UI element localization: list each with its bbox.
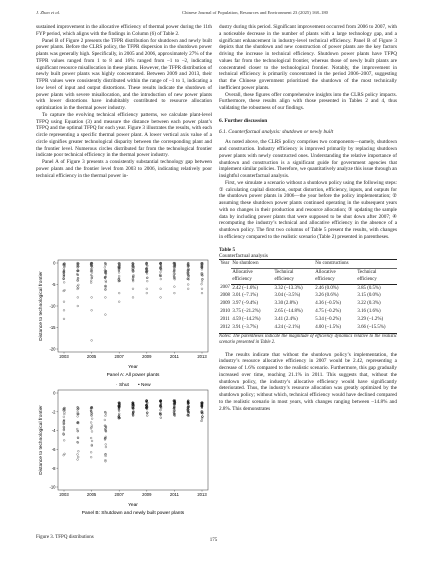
new-plant-point [201, 418, 203, 420]
plant-point [160, 278, 162, 280]
panel-b-ylabel: Distance to technological frontier [39, 405, 44, 475]
outlier-point [201, 288, 203, 290]
panel-a-caption: Panel A: All power plants [106, 373, 160, 378]
table-row [219, 284, 397, 292]
outlier-point [160, 297, 162, 299]
table-cell: 3.97 (–9.4%) [232, 301, 259, 307]
table-cell: 3.22 (0.3%) [357, 301, 381, 307]
outlier-point [91, 297, 93, 299]
table-cell-year: 2011 [220, 317, 230, 323]
shut-plant-point [90, 437, 92, 439]
table-cell: 2.46 (0.0%) [315, 285, 339, 291]
legend-new [138, 382, 151, 388]
shut-plant-point [90, 422, 92, 424]
x-tick-label: 2005 [86, 354, 97, 359]
shut-plant-point [91, 425, 93, 427]
x-tick-label: 2013 [197, 492, 207, 497]
table-cell: 3.32 (–13.3%) [274, 285, 303, 291]
table-cell: 3.01 (–7.1%) [232, 293, 259, 299]
table-cell: 5.34 (–0.2%) [315, 317, 341, 323]
shut-plant-point [77, 456, 79, 458]
group-header-no-constructions: No constructions [314, 260, 397, 269]
new-plant-point [160, 417, 162, 419]
table-cell: 4.75 (–0.2%) [315, 309, 341, 315]
section-title: 6. Further discussion [219, 117, 268, 124]
shut-plant-point [77, 450, 79, 452]
outlier-point [91, 309, 93, 311]
shut-plant-point [77, 459, 79, 461]
paragraph: sustained improvement in the allocative efficiency of thermal power during the 11th FYP period, which aligns with the findings in Column (6) of Table 2. [36, 24, 212, 37]
panel-b-caption: Panel B: Shutdown and newly built power plants [81, 511, 185, 516]
table-row [219, 301, 397, 309]
table-cell: 3.41 (2.4%) [274, 317, 298, 323]
table-cell: 4.00 (–1.5%) [314, 325, 356, 333]
shut-plant-point [77, 454, 79, 456]
figure-3 [36, 258, 214, 540]
new-plant-point [201, 420, 203, 422]
table-cell: 3.29 (–1.2%) [357, 317, 384, 323]
table-row [219, 309, 397, 317]
new-plant-point [118, 413, 120, 415]
shut-plant-point [91, 440, 93, 442]
outlier-point [63, 309, 65, 311]
group-header-no-shutdown: No shutdown [231, 260, 314, 269]
table-5 [219, 247, 397, 346]
table-cell: 3.04 (–3.5%) [274, 293, 301, 299]
plant-point [146, 280, 148, 282]
table-caption: Counterfactual analysis [219, 252, 268, 259]
left-column [36, 24, 212, 179]
legend-new-label: New [141, 383, 151, 388]
shut-plant-point [90, 427, 92, 429]
outlier-point [105, 314, 107, 316]
y-tick-label: -2 [51, 409, 56, 415]
table-cell: 3.66 (–15.5%) [356, 325, 397, 333]
outlier-point [160, 288, 162, 290]
shut-plant-point [105, 444, 107, 446]
y-tick-label: -20 [49, 346, 56, 352]
table-cell: 3.85 (0.5%) [357, 285, 381, 291]
col-header: Allocative efficiency [314, 269, 356, 285]
x-tick-label: 2003 [59, 354, 69, 359]
outlier-point [187, 284, 189, 286]
outlier-point [146, 288, 148, 290]
y-tick-label: -15 [49, 325, 56, 331]
shut-plant-point [105, 415, 107, 417]
x-tick-label: 2009 [142, 354, 152, 359]
outlier-point [63, 301, 65, 303]
table-cell-year: 2008 [220, 293, 230, 299]
table-cell-year: 2012 [219, 325, 231, 333]
outlier-point [201, 292, 203, 294]
outlier-point [91, 340, 93, 342]
plant-point [105, 264, 107, 266]
paragraph: Panel B of Figure 2 presents the TFPR distribution for shutdown and newly built power plants. Before the CLRS policy, the TFPR dispersion in the shutdown power plants was generally high. Specifically, in 2005 and 2006, approximately 27% of the TFPR values ranged from 1 to 8 and 16% ranged from –1 to –2, indicating significant resource misallocation in these plants. However, the TFPR distribution of newly built power plants was highly concentrated. Between 2009 and 2013, their TFPR values were consistently distributed within the range of –1 to 1, indicating a low level of input and output distortions. These results indicate the shutdown of power plants with severe misallocation, and the introduction of new power plants with lower distortions have indubitably contributed to resource allocation optimization in the thermal power industry. [36, 37, 212, 111]
col-header: Technical efficiency [356, 269, 397, 285]
y-tick-label: -8 [51, 465, 56, 471]
figure-3-plots [36, 258, 214, 528]
paragraph: Panel A of Figure 3 presents a consistently substantial technology gap between power plants and the frontier level from 2003 to 2006, indicating relatively poor technical efficiency in the thermal power in- [36, 159, 212, 179]
plant-point [63, 281, 65, 283]
table-cell-year: 2009 [220, 301, 230, 307]
shut-plant-point [91, 426, 93, 428]
paragraph: To capture the evolving technical efficiency patterns, we calculate plant-level TFPQ using Equation (3) and measure the distance between each power plant’s TFPQ and the optimal TFPQ for each year. Figure 3 illustrates the results, with each circle representing a specific thermal power plant. A lower vertical axis value of a circle signifies greater technological disparity between the corresponding plant and the frontier level. Numerous circles distributed far from the technological frontier indicate poor technical efficiency in the thermal power industry. [36, 111, 212, 159]
panel-b-xlabel: Year [128, 503, 138, 508]
subsection-title: 6.1. Counterfactual analysis: shutdown or newly built [219, 128, 334, 135]
x-tick-label: 2013 [197, 354, 207, 359]
y-tick-label: -6 [51, 447, 56, 452]
outlier-point [105, 297, 107, 299]
y-tick-label: -10 [49, 484, 56, 490]
legend-shut-marker: · [116, 383, 118, 388]
panel-b-plot [38, 382, 208, 516]
outlier-point [187, 288, 189, 290]
table-cell: 4.36 (–0.5%) [315, 301, 341, 307]
table-row [219, 317, 397, 325]
y-tick-label: -10 [49, 303, 56, 309]
x-tick-label: 2007 [114, 354, 124, 359]
shut-plant-point [91, 431, 93, 433]
plant-point [118, 275, 120, 277]
shut-plant-point [77, 411, 79, 413]
counterfactual-table [219, 259, 397, 333]
x-tick-label: 2005 [86, 492, 97, 497]
panel-a-frame [58, 260, 208, 352]
outlier-point [174, 292, 176, 294]
x-tick-label: 2011 [169, 354, 179, 359]
new-plant-point [160, 409, 162, 411]
new-plant-point [146, 415, 148, 417]
outlier-point [77, 305, 79, 307]
table-cell: 3.15 (0.0%) [357, 293, 381, 299]
panel-a-ylabel: Distance to technological frontier [39, 271, 44, 341]
table-cell: 2.42 (–1.6%) [232, 285, 259, 291]
outlier-point [132, 297, 134, 299]
shut-plant-point [63, 416, 65, 418]
paragraph: As noted above, the CLRS policy comprises two components—namely, shutdown and construction. Industry efficiency is improved primarily by replacing shutdown power plants with newly constructed ones. Understanding the relative importance of shutdown and construction is a significant guide for government agencies that implement similar policies. Therefore, we quantitatively analyze this issue through an insightful counterfactual analysis. [219, 139, 397, 179]
plant-point [201, 281, 203, 283]
col-header: Technical efficiency [273, 269, 314, 285]
x-tick-label: 2007 [114, 492, 124, 497]
plant-point [201, 283, 203, 285]
panel-a-plot [38, 260, 208, 378]
panel-a-xlabel: Year [128, 365, 138, 370]
shut-plant-point [63, 439, 65, 441]
shut-plant-point [76, 428, 78, 430]
outlier-point [63, 318, 65, 320]
shut-plant-point [104, 419, 106, 421]
shut-plant-point [90, 451, 92, 453]
y-tick-label: -4 [51, 428, 56, 434]
legend-shut-label: Shut [118, 383, 129, 388]
running-header-journal: Chinese Journal of Population, Resources and Environment 23 (2025) 168–180 [182, 10, 328, 15]
right-column [219, 24, 397, 412]
x-tick-label: 2011 [169, 492, 179, 497]
legend-new-marker: • [138, 383, 140, 388]
plant-point [90, 282, 92, 284]
table-cell: 3.30 (2.8%) [274, 301, 298, 307]
outlier-point [77, 297, 79, 299]
col-header-year: Year [219, 260, 231, 285]
legend-shut [116, 382, 129, 388]
table-row [219, 325, 397, 333]
y-tick-label: 0 [53, 260, 56, 266]
x-tick-label: 2009 [142, 492, 152, 497]
table-cell: 4.24 (–2.1%) [273, 325, 314, 333]
y-tick-label: -5 [51, 282, 56, 288]
table-cell: 3.91 (–3.7%) [231, 325, 273, 333]
plant-point [63, 268, 65, 270]
y-tick-label: 0 [53, 390, 56, 396]
table-cell: 3.75 (–21.2%) [232, 309, 261, 315]
outlier-point [118, 292, 120, 294]
shut-plant-point [90, 456, 92, 458]
table-cell: 2.65 (–14.8%) [274, 309, 303, 315]
outlier-point [132, 288, 134, 290]
table-cell: 4.59 (–14.2%) [232, 317, 261, 323]
outlier-point [174, 286, 176, 288]
table-cell: 3.16 (1.6%) [357, 309, 381, 315]
page-number: 175 [209, 538, 218, 543]
paragraph: dustry during this period. Significant improvement occurred from 2006 to 2007, with a noticeable decrease in the number of plants with a large technology gap, and a significant enhancement in industry-level technical efficiency. Panel B of Figure 3 depicts that the shutdown and new construction of power plants are the key factors driving the increase in technical efficiency. Shutdown power plants have TFPQ values far from the technological frontier, whereas those of newly built plants are concentrated closer to the technological frontier. Notably, the improvement in technical efficiency is primarily concentrated in the period 2006–2007, suggesting that the Chinese government prioritized the shutdown of the most technically inefficient power plants. [219, 24, 397, 91]
table-cell: 3.26 (0.6%) [315, 293, 339, 299]
plant-point [132, 280, 134, 282]
plant-point [146, 273, 148, 275]
col-header: Allocative efficiency [231, 269, 273, 285]
shut-plant-point [91, 418, 93, 420]
figure-caption: Figure 3. TFPQ distributions [36, 535, 94, 540]
paragraph: Overall, these figures offer comprehensive insights into the CLRS policy impacts. Furthermore, these results align with those presented in Tables 2 and 4, thus validating the robustness of our findings. [219, 91, 397, 111]
running-header-authors: J. Zhao et al. [36, 10, 61, 15]
new-plant-point [173, 408, 175, 410]
outlier-point [146, 292, 148, 294]
plant-point [104, 266, 106, 268]
table-note: Notes: The parentheses indicate the magnitude of efficiency dynamics relative to the realistic scenario presented in Table 2. [219, 333, 397, 345]
paragraph: First, we simulate a scenario without a shutdown policy using the following steps: ① calculating capital distortion, output distortion, efficiency, inputs, and outputs for the shutdown power plants in 2006—the year before the policy implementation; ② assuming these shutdown power plants continued operating in the subsequent years with no changes in their production and resource allocation; ③ updating the sample data by including power plants that were supposed to be shut down after 2007; ④ recomputing the industry’s technical and allocative efficiency in the absence of a shutdown policy. The first two columns of Table 5 present the results, with changes in efficiency compared to the realistic scenario (Table 2) presented in parentheses. [219, 179, 397, 240]
x-tick-label: 2003 [59, 492, 69, 497]
table-row [219, 293, 397, 301]
shut-plant-point [63, 454, 65, 456]
shut-plant-point [77, 442, 79, 444]
shut-plant-point [77, 415, 79, 417]
table-cell-year: 2010 [220, 309, 230, 315]
table-cell-year: 2007 [220, 285, 230, 291]
outlier-point [118, 301, 120, 303]
shut-plant-point [105, 446, 107, 448]
plant-point [160, 271, 162, 273]
table-label: Table 5 [219, 246, 236, 253]
plant-point [90, 280, 92, 282]
paragraph: The results indicate that without the shutdown policy’s implementation, the industry’s resource allocative efficiency in 2007 would be 2.42, representing a decrease of 1.6% compared to the realistic scenario. Furthermore, this gap gradually increased over time, reaching 21.1% in 2011. This suggests that, without the shutdown policy, the industry’s allocative efficiency would have significantly deteriorated. Thus, the industry’s resource allocation was greatly optimized by the shutdown policy; without which, technical efficiency would have declined compared to the realistic scenario in most years, with changes ranging between –14.8% and 2.8%. This demonstrates [219, 351, 397, 412]
